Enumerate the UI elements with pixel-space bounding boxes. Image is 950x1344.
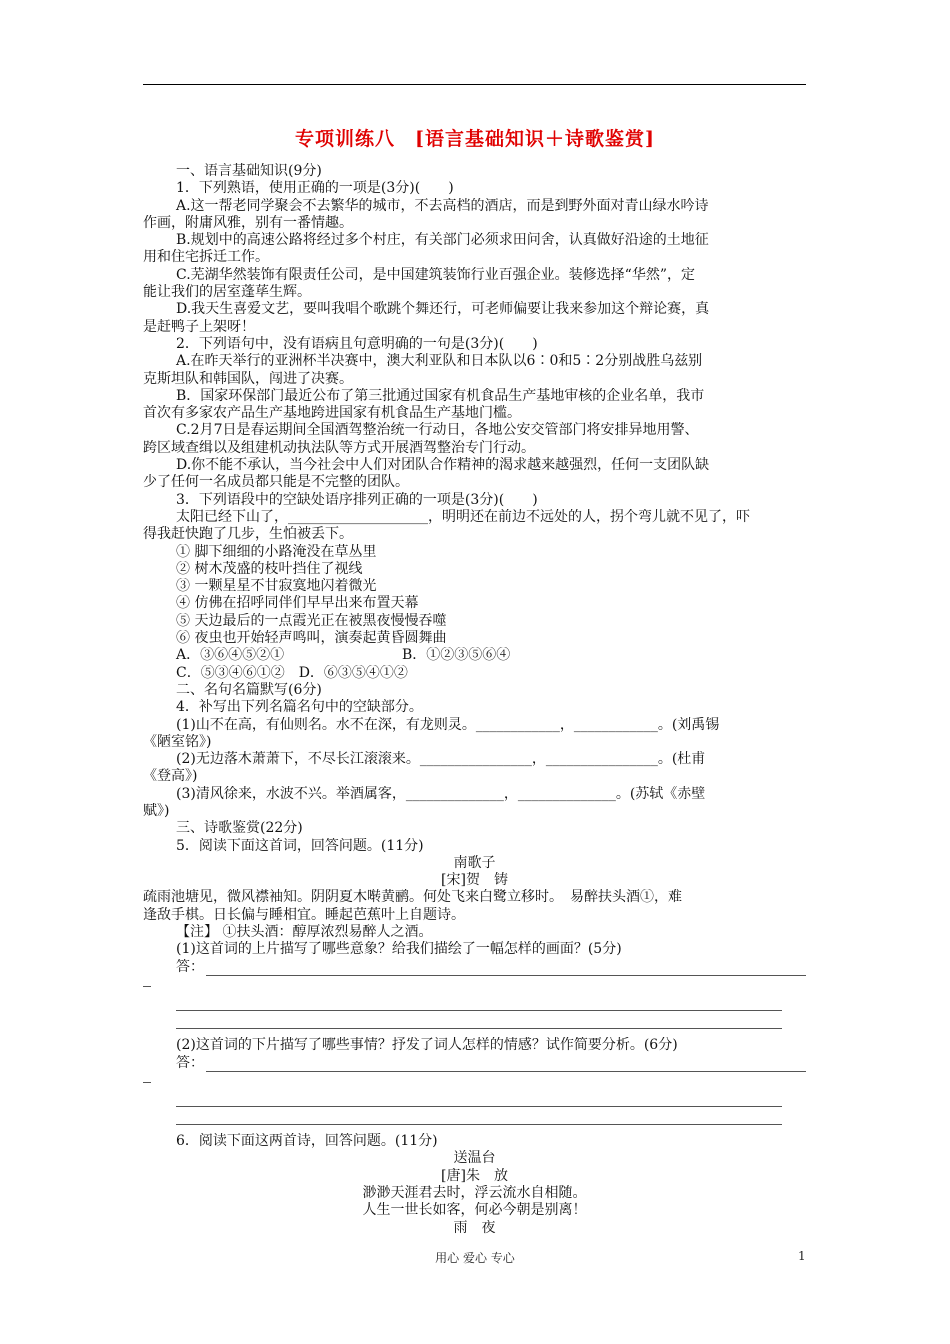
answer-label: 答： <box>176 1054 204 1071</box>
poem1-body-line1: 疏雨池塘见，微风襟袖知。阴阴夏木啭黄鹂。何处飞来白鹭立移时。 易醉扶头酒①，难 <box>143 889 682 906</box>
q1-option-b-cont: 用和住宅拆迁工作。 <box>143 249 269 266</box>
answer-blank-line[interactable] <box>176 1011 782 1029</box>
q3-passage: 太阳已经下山了，____________________，明明还在前边不远处的人，拐个弯儿就不见了，吓 <box>176 508 750 525</box>
poem2-author: [唐]朱 放 <box>441 1167 508 1184</box>
q1-option-a: A.这一帮老同学聚会不去繁华的城市，不去高档的酒店，而是到野外面对青山绿水吟诗 <box>176 197 709 214</box>
q3-item-5: ⑤ 天边最后的一点霞光正在被黑夜慢慢吞噬 <box>176 612 447 629</box>
q3-item-1: ① 脚下细细的小路淹没在草丛里 <box>176 543 377 560</box>
header-rule <box>143 84 806 85</box>
q5-sub1-answer-line[interactable] <box>143 959 806 976</box>
answer-dash-row <box>143 1072 806 1089</box>
page-title: 专项训练八 [语言基础知识＋诗歌鉴赏] <box>295 128 655 150</box>
q2-option-a: A.在昨天举行的亚洲杯半决赛中，澳大利亚队和日本队以6∶0和5∶2分别战胜乌兹别 <box>176 353 703 370</box>
poem1-note: 【注】 ①扶头酒：醇厚浓烈易醉人之酒。 <box>176 924 433 941</box>
q1-option-d-cont: 是赶鸭子上架呀！ <box>143 318 255 335</box>
footer-text: 用心 爱心 专心 <box>435 1251 515 1265</box>
poem1-body-line2: 逢敌手棋。日长偏与睡相宜。睡起芭蕉叶上自题诗。 <box>143 906 465 923</box>
q3-item-3: ③ 一颗星星不甘寂寞地闪着微光 <box>176 578 377 595</box>
section-heading-2: 二、名句名篇默写(6分) <box>176 681 322 698</box>
q5-sub2: (2)这首词的下片描写了哪些事情？抒发了词人怎样的情感？试作简要分析。(6分) <box>176 1037 678 1054</box>
q1-option-c-cont: 能让我们的居室蓬荜生辉。 <box>143 284 311 301</box>
poem2-line1: 渺渺天涯君去时，浮云流水自相随。 <box>362 1185 587 1202</box>
section-heading-1: 一、语言基础知识(9分) <box>176 163 322 179</box>
q2-option-d-cont: 少了任何一名成员都只能是不完整的团队。 <box>143 474 409 491</box>
q2-option-a-cont: 克斯坦队和韩国队，闯进了决赛。 <box>143 370 353 387</box>
answer-dash <box>143 976 151 987</box>
q4-item-3: (3)清风徐来，水波不兴。举酒属客，______________，______________。(苏轼《赤壁 <box>176 785 706 802</box>
q2-option-b: B．国家环保部门最近公布了第三批通过国家有机食品生产基地审核的企业名单，我市 <box>176 387 705 404</box>
answer-dash-row <box>143 976 806 993</box>
question-1: 1．下列熟语，使用正确的一项是(3分)( ) <box>176 180 454 197</box>
answer-blank[interactable] <box>206 962 806 976</box>
q1-option-a-cont: 作画，附庸风雅，别有一番情趣。 <box>143 214 353 231</box>
poem2-title: 送温台 <box>453 1150 496 1167</box>
q3-options-ab <box>143 647 806 664</box>
q3-item-6: ⑥ 夜虫也开始轻声鸣叫，演奏起黄昏圆舞曲 <box>176 630 447 647</box>
q2-option-c-cont: 跨区域查缉以及组建机动执法队等方式开展酒驾整治专门行动。 <box>143 439 535 456</box>
q5-sub2-answer-line[interactable] <box>143 1055 806 1072</box>
q2-option-b-cont: 首次有多家农产品生产基地跨进国家有机食品生产基地门槛。 <box>143 405 521 422</box>
section-heading-3: 三、诗歌鉴赏(22分) <box>176 820 303 837</box>
poem1-title: 南歌子 <box>453 854 496 871</box>
question-4: 4．补写出下列名篇名句中的空缺部分。 <box>176 699 423 716</box>
answer-blank-line[interactable] <box>176 1089 782 1107</box>
q1-option-b: B.规划中的高速公路将经过多个村庄，有关部门必须求田问舍，认真做好沿途的土地征 <box>176 232 709 249</box>
poem2-line2: 人生一世长如客，何必今朝是别离！ <box>362 1202 587 1219</box>
answer-label: 答： <box>176 958 204 975</box>
q3-option-b: B．①②③⑤⑥④ <box>402 647 511 664</box>
q4-item-1: (1)山不在高，有仙则名。水不在深，有龙则灵。____________，____________。(刘禹锡 <box>176 716 720 733</box>
q3-options-cd: C．⑤③④⑥①② D．⑥③⑤④①② <box>176 664 408 681</box>
answer-blank-line[interactable] <box>176 993 782 1011</box>
q4-item-1-cont: 《陋室铭》) <box>143 733 212 750</box>
q1-option-d: D.我天生喜爱文艺，要叫我唱个歌跳个舞还行，可老师偏要让我来参加这个辩论赛，真 <box>176 301 710 318</box>
question-3: 3．下列语段中的空缺处语序排列正确的一项是(3分)( ) <box>176 491 538 508</box>
poem1-author: [宋]贺 铸 <box>441 872 508 889</box>
q2-option-d: D.你不能不承认，当今社会中人们对团队合作精神的渴求越来越强烈，任何一支团队缺 <box>176 457 710 474</box>
q3-item-2: ② 树木茂盛的枝叶挡住了视线 <box>176 560 363 577</box>
q4-item-3-cont: 赋》) <box>143 802 170 819</box>
q3-option-a: A．③⑥④⑤②① <box>176 647 285 664</box>
q5-sub1: (1)这首词的上片描写了哪些意象？给我们描绘了一幅怎样的画面？(5分) <box>176 941 622 958</box>
document-body <box>143 163 806 1237</box>
q3-item-4: ④ 仿佛在招呼同伴们早早出来布置天幕 <box>176 595 419 612</box>
answer-blank-line[interactable] <box>176 1107 782 1125</box>
answer-dash <box>143 1072 151 1083</box>
question-5: 5．阅读下面这首词，回答问题。(11分) <box>176 837 424 854</box>
poem3-title: 雨 夜 <box>453 1219 496 1236</box>
q4-item-2: (2)无边落木萧萧下，不尽长江滚滚来。________________，________________。(杜甫 <box>176 751 706 768</box>
page-number: 1 <box>798 1249 806 1263</box>
q3-passage-cont: 得我赶快跑了几步，生怕被丢下。 <box>143 526 353 543</box>
answer-blank[interactable] <box>206 1058 806 1072</box>
q4-item-2-cont: 《登高》) <box>143 768 198 785</box>
question-2: 2．下列语句中，没有语病且句意明确的一句是(3分)( ) <box>176 335 538 352</box>
q2-option-c: C.2月7日是春运期间全国酒驾整治统一行动日，各地公安交管部门将安排异地用警、 <box>176 422 699 439</box>
q1-option-c: C.芜湖华然装饰有限责任公司，是中国建筑装饰行业百强企业。装修选择“华然”，定 <box>176 266 695 283</box>
question-6: 6．阅读下面这两首诗，回答问题。(11分) <box>176 1133 438 1150</box>
